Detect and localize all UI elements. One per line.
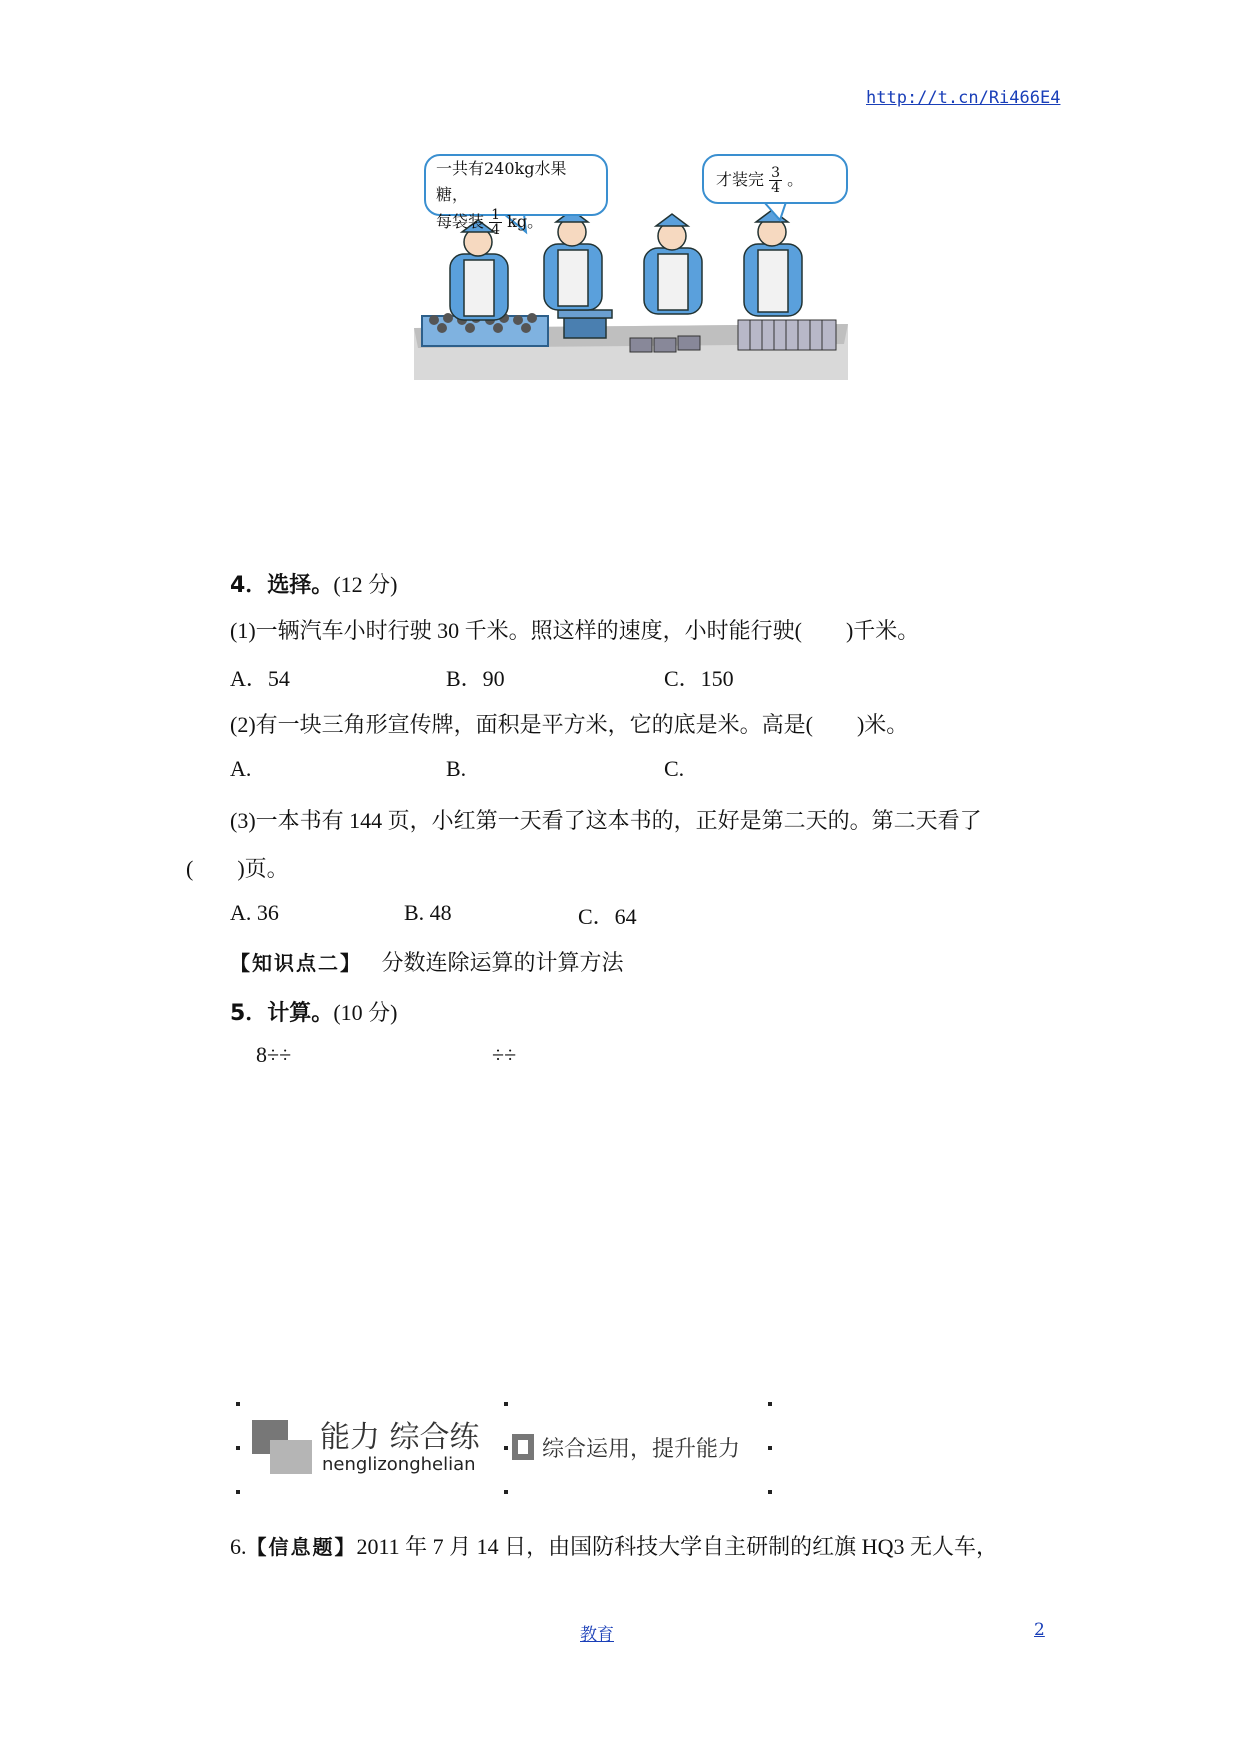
q6-text <box>230 1530 998 1561</box>
banner-marker-icon <box>512 1434 534 1460</box>
knowledge-point <box>230 946 624 977</box>
q4-p1-text: (1)一辆汽车小时行驶 30 千米。照这样的速度，小时能行驶( )千米。 <box>230 618 920 643</box>
q4-p2-option-b: B. <box>446 756 467 781</box>
fraction-denominator: 4 <box>491 222 501 238</box>
bubble-left-line2-post: kg。 <box>507 212 544 231</box>
q4-p2-text: (2)有一块三角形宣传牌，面积是平方米，它的底是米。高是( )米。 <box>230 712 909 737</box>
fraction-numerator: 1 <box>491 207 501 223</box>
fraction-numerator: 3 <box>771 165 781 181</box>
bubble-left-line2 <box>436 208 596 237</box>
bubble-left-line2-pre: 每袋装 <box>436 212 485 231</box>
q4-p3-option-c: C．64 <box>578 904 637 929</box>
q5-heading <box>230 996 397 1027</box>
q4-p1-option-b: B．90 <box>446 666 505 691</box>
speech-bubble-right <box>702 154 848 204</box>
q4-p1-option-a: A．54 <box>230 666 290 691</box>
q4-p3-text-cont: ( )页。 <box>186 856 289 881</box>
knowledge-tag: 【知识点二】 <box>230 951 362 975</box>
q4-p2-option-a: A. <box>230 756 252 781</box>
header-link[interactable]: http://t.cn/Ri466E4 <box>866 88 1061 108</box>
section-banner <box>230 1398 775 1506</box>
banner-slogan: 综合运用，提升能力 <box>542 1437 741 1462</box>
q4-p2-option-c: C. <box>664 756 685 781</box>
q5-expression-2: ÷÷ <box>492 1042 517 1067</box>
q6-tag: 【信息题】 <box>246 1535 357 1559</box>
banner-logo-icon <box>252 1420 312 1474</box>
bubble-left-line1: 一共有240kg水果糖， <box>436 159 567 204</box>
fraction-denominator: 4 <box>771 180 781 196</box>
q4-p3-option-a: A. 36 <box>230 900 279 925</box>
fraction-three-quarters <box>769 166 782 195</box>
q6-number: 6. <box>230 1534 247 1559</box>
page-number: 2 <box>1034 1620 1045 1640</box>
q4-score: (12 分) <box>333 572 398 597</box>
q4-p3-option-b: B. 48 <box>404 900 452 925</box>
banner-pinyin: nenglizonghelian <box>322 1454 476 1475</box>
speech-bubble-left <box>424 154 608 238</box>
illustration <box>414 148 848 380</box>
q4-title: 4．选择。 <box>230 573 334 598</box>
q4-p3-text: (3)一本书有 144 页，小红第一天看了这本书的，正好是第二天的。第二天看了 <box>230 808 982 833</box>
banner-title: 能力 综合练 <box>320 1420 480 1455</box>
q5-title: 5．计算。 <box>230 1001 334 1026</box>
fraction-one-quarter <box>489 208 502 237</box>
q4-p1-option-c: C．150 <box>664 666 734 691</box>
q5-expression-1: 8÷÷ <box>256 1042 292 1067</box>
bubble-right-post: 。 <box>787 170 804 189</box>
q4-heading <box>230 568 397 599</box>
q6-body: 2011 年 7 月 14 日，由国防科技大学自主研制的红旗 HQ3 无人车， <box>356 1534 998 1559</box>
q5-score: (10 分) <box>333 1000 398 1025</box>
footer-link[interactable]: 教育 <box>580 1625 614 1645</box>
bubble-right-pre: 才装完 <box>716 170 765 189</box>
knowledge-title: 分数连除运算的计算方法 <box>381 950 624 975</box>
